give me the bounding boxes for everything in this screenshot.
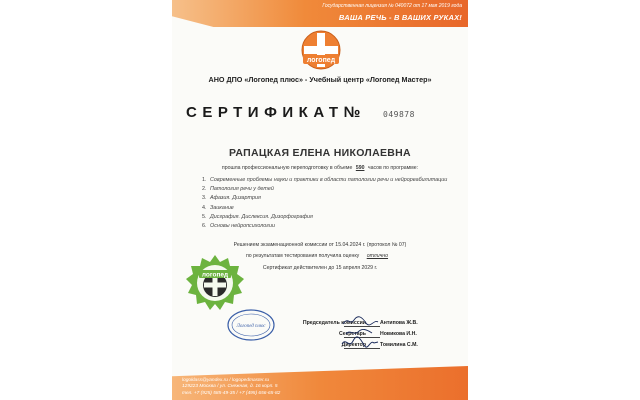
program-item: 1. Современные проблемы науки и практики в области патологии речи и нейрореабилитации: [202, 177, 448, 183]
certificate-title: СЕРТИФИКАТ№: [186, 104, 366, 121]
organization-name: АНО ДПО «Логопед плюс» - Учебный центр «Логопед Мастер»: [208, 75, 432, 84]
logoped-logo-icon: [300, 29, 342, 71]
stamp-text: Логопед плюс: [236, 324, 266, 329]
intro-before: прошла профессиональную переподготовку в объеме: [221, 165, 353, 171]
exam-decision: Решением экзаменационной комиссии от 15.04.2024 г. (протокол № 07): [233, 242, 407, 248]
footer-address: 129223 Москва / ул. Снежная, д. 16 корп. 5: [182, 384, 278, 390]
signer-row: Председатель комиссии Антипова Ж.В.: [268, 320, 462, 331]
intro-after: часов по программе:: [367, 165, 419, 171]
exam-grade: отлично: [366, 253, 389, 259]
license-text: Государственная лицензия № 040072 от 17 мая 2019 года: [322, 3, 462, 9]
program-item: 2. Патология речи у детей: [202, 186, 274, 193]
certificate-sheet: [172, 0, 468, 400]
hours-value: 590: [355, 165, 365, 171]
recipient-name: РАПАЦКАЯ ЕЛЕНА НИКОЛАЕВНА: [229, 147, 411, 159]
signer-row: Директор Томилина С.М.: [268, 342, 462, 353]
program-item: 6. Основы нейропсихологии: [202, 222, 275, 229]
certificate-number: 049878: [383, 110, 415, 119]
signer-row: Секретарь Новикова И.Н.: [268, 331, 462, 342]
training-intro: [172, 165, 468, 171]
program-list: [202, 177, 452, 232]
footer-phones: тел. +7 (925) 585-49-35 / +7 (495) 656-65-82: [182, 390, 281, 396]
logo-text: логопед: [306, 57, 336, 64]
validity-text: Сертификат действителен до 15 апреля 2029 г.: [262, 265, 378, 271]
badge-text: логопед: [201, 271, 229, 279]
signatures-block: [268, 320, 462, 353]
footer-email: logoklass@yandex.ru / logopedmaster.ru: [182, 378, 270, 384]
signature-mark: [340, 336, 380, 350]
footer-contacts: [182, 378, 280, 397]
exam-grade-label: по результатам тестирования получила оценку: [245, 253, 360, 259]
logoped-badge-icon: [186, 254, 244, 312]
slogan-text: ВАША РЕЧЬ - В ВАШИХ РУКАХ!: [338, 13, 462, 22]
program-item: 4. Заикание: [202, 204, 234, 211]
program-item: 3. Афазия. Дизартрия: [202, 195, 261, 202]
program-item: 5. Дисграфия. Дислексия. Дизорфография: [202, 213, 313, 220]
